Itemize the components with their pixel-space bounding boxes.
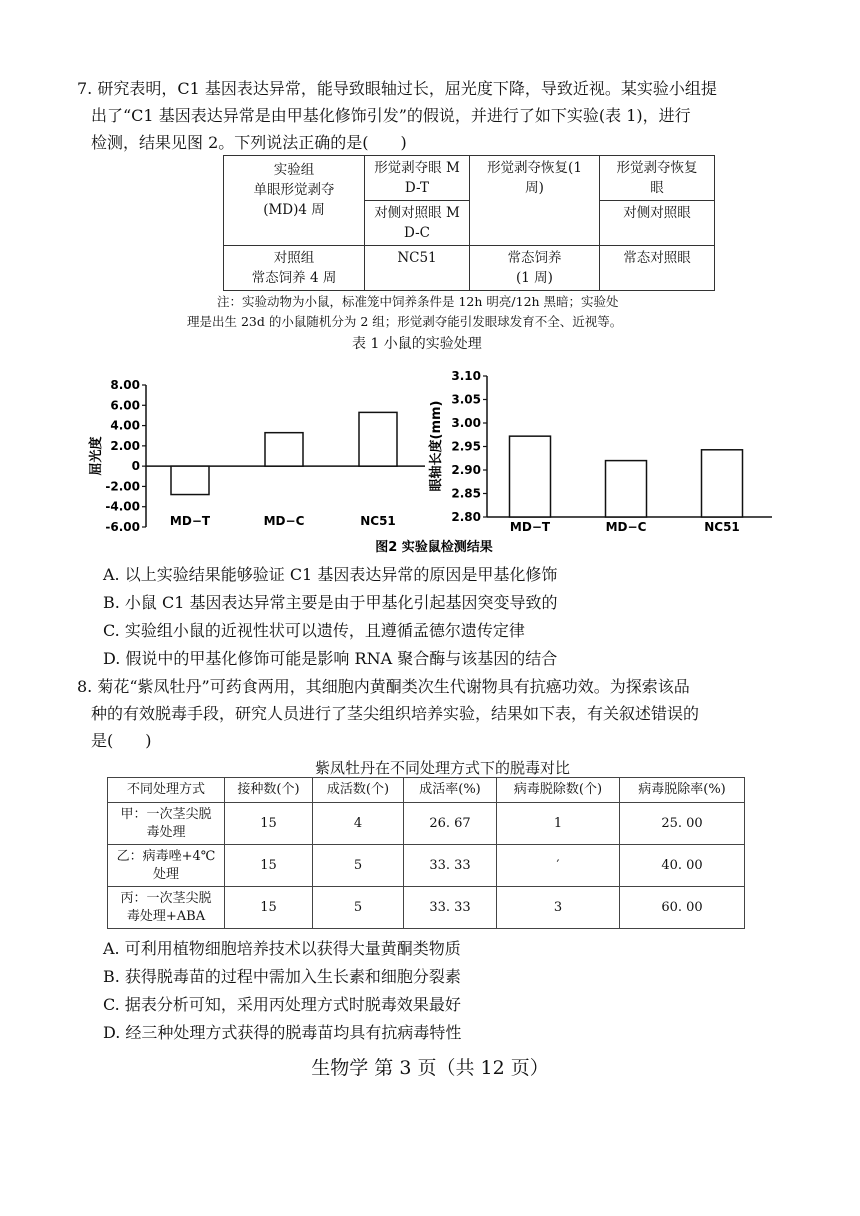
table-cell: 对侧对照眼 <box>600 201 715 246</box>
table-header: 成活率(%) <box>404 778 497 803</box>
table-cell: 1 <box>497 803 620 845</box>
y-tick-label: 2.95 <box>451 439 481 454</box>
experiment-table <box>223 155 715 291</box>
table-cell: 26. 67 <box>404 803 497 845</box>
table-cell: 33. 33 <box>404 887 497 929</box>
q8-option-d: D. 经三种处理方式获得的脱毒苗均具有抗病毒特性 <box>103 1023 462 1042</box>
y-tick-label: -4.00 <box>105 499 140 514</box>
x-tick-label: MD−C <box>263 514 305 528</box>
table-header: 成活数(个) <box>313 778 404 803</box>
y-axis-label: 眼轴长度(mm) <box>429 400 444 492</box>
table-cell: 5 <box>313 887 404 929</box>
table-header: 不同处理方式 <box>108 778 225 803</box>
table-cell: 形觉剥夺恢复(1 周) <box>470 156 600 246</box>
table-cell: 实验组 单眼形觉剥夺 (MD)4 周 <box>224 156 365 246</box>
x-tick-label: MD−T <box>509 520 551 534</box>
y-tick-label: 2.90 <box>451 463 481 477</box>
q8-line-1: 8. 菊花“紫凤牡丹”可药食两用，其细胞内黄酮类次生代谢物具有抗癌功效。为探索该品 <box>77 677 690 696</box>
y-tick-label: 4.00 <box>110 418 140 433</box>
table-header: 病毒脱除数(个) <box>497 778 620 803</box>
x-tick-label: NC51 <box>360 514 396 528</box>
table2-title: 紫凤牡丹在不同处理方式下的脱毒对比 <box>315 759 571 777</box>
q8-line-2: 种的有效脱毒手段，研究人员进行了茎尖组织培养实验，结果如下表，有关叙述错误的 <box>91 704 700 723</box>
figure2-caption: 图2 实验鼠检测结果 <box>375 540 493 555</box>
table-note-line-1: 注：实验动物为小鼠，标准笼中饲养条件是 12h 明亮/12h 黑暗；实验处 <box>217 294 619 309</box>
table-row <box>108 845 745 887</box>
x-tick-label: MD−C <box>605 520 647 534</box>
table-row <box>108 887 745 929</box>
y-tick-label: -6.00 <box>105 520 140 534</box>
y-tick-label: 8.00 <box>110 378 140 392</box>
table-header: 接种数(个) <box>225 778 313 803</box>
x-tick-label: MD−T <box>169 514 211 528</box>
q7-line-3: 检测，结果见图 2。下列说法正确的是( ) <box>91 133 407 152</box>
table-cell: 丙：一次茎尖脱 毒处理+ABA <box>108 887 225 929</box>
table-cell: 4 <box>313 803 404 845</box>
q8-option-b: B. 获得脱毒苗的过程中需加入生长素和细胞分裂素 <box>103 967 461 986</box>
bar <box>171 466 209 494</box>
y-axis-label: 屈光度 <box>89 436 104 476</box>
table-cell: 3 <box>497 887 620 929</box>
q8-option-c: C. 据表分析可知，采用丙处理方式时脱毒效果最好 <box>103 995 461 1014</box>
bar <box>265 433 303 466</box>
table-cell: 对照组 常态饲养 4 周 <box>224 246 365 291</box>
y-tick-label: 3.05 <box>451 392 481 407</box>
y-tick-label: 6.00 <box>110 398 140 413</box>
y-tick-label: 3.00 <box>451 416 481 430</box>
q8-line-3: 是( ) <box>91 731 152 750</box>
q7-line-1: 7. 研究表明，C1 基因表达异常，能导致眼轴过长，屈光度下降，导致近视。某实验小组提 <box>77 79 717 98</box>
x-tick-label: NC51 <box>704 520 740 534</box>
bar <box>510 436 551 517</box>
table-cell: ′ <box>497 845 620 887</box>
y-tick-label: 2.00 <box>110 438 140 453</box>
q7-option-b: B. 小鼠 C1 基因表达异常主要是由于甲基化引起基因突变导致的 <box>103 593 558 612</box>
table-cell: 60. 00 <box>620 887 745 929</box>
table-cell: 15 <box>225 845 313 887</box>
table-cell: 25. 00 <box>620 803 745 845</box>
bar <box>702 450 743 517</box>
q7-line-2: 出了“C1 基因表达异常是由甲基化修饰引发”的假说，并进行了如下实验(表 1)，进行 <box>91 106 691 125</box>
y-tick-label: 2.80 <box>451 510 481 524</box>
y-tick-label: 3.10 <box>451 369 481 383</box>
y-tick-label: 0 <box>131 459 140 474</box>
table-header: 病毒脱除率(%) <box>620 778 745 803</box>
table-cell: 5 <box>313 845 404 887</box>
table-cell: 33. 33 <box>404 845 497 887</box>
table-cell: NC51 <box>365 246 470 291</box>
bar <box>359 412 397 466</box>
table-cell: 对侧对照眼 M D-C <box>365 201 470 246</box>
table-cell: 乙：病毒唑+4℃ 处理 <box>108 845 225 887</box>
page-footer: 生物学 第 3 页（共 12 页） <box>311 1057 549 1079</box>
table-cell: 形觉剥夺眼 M D-T <box>365 156 470 201</box>
table-cell: 常态对照眼 <box>600 246 715 291</box>
table-cell: 形觉剥夺恢复 眼 <box>600 156 715 201</box>
table1-caption: 表 1 小鼠的实验处理 <box>352 336 482 352</box>
table-cell: 常态饲养 (1 周) <box>470 246 600 291</box>
y-tick-label: -2.00 <box>105 479 140 494</box>
table-row <box>108 803 745 845</box>
detox-table <box>107 777 745 929</box>
q8-option-a: A. 可利用植物细胞培养技术以获得大量黄酮类物质 <box>103 939 461 958</box>
figure2-charts <box>0 360 860 560</box>
table-cell: 15 <box>225 887 313 929</box>
bar <box>606 461 647 517</box>
table-cell: 甲：一次茎尖脱 毒处理 <box>108 803 225 845</box>
table-cell: 15 <box>225 803 313 845</box>
q7-option-c: C. 实验组小鼠的近视性状可以遗传，且遵循孟德尔遗传定律 <box>103 621 525 640</box>
table-cell: 40. 00 <box>620 845 745 887</box>
table-note-line-2: 理是出生 23d 的小鼠随机分为 2 组；形觉剥夺能引发眼球发育不全、近视等。 <box>187 314 623 329</box>
y-tick-label: 2.85 <box>451 486 481 501</box>
q7-option-a: A. 以上实验结果能够验证 C1 基因表达异常的原因是甲基化修饰 <box>103 565 558 584</box>
q7-option-d: D. 假说中的甲基化修饰可能是影响 RNA 聚合酶与该基因的结合 <box>103 649 558 668</box>
